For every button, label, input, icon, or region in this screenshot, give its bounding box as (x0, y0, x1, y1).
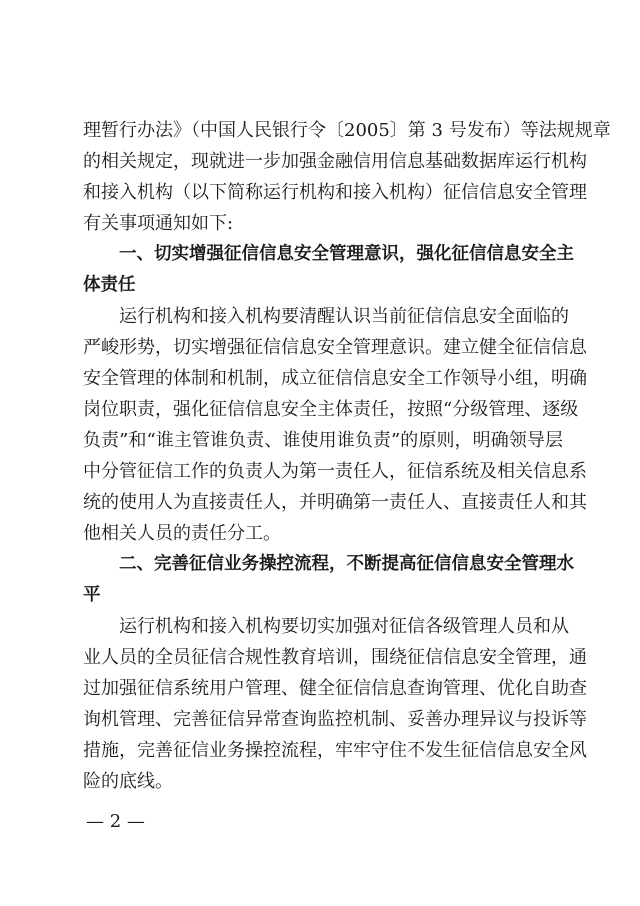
text-line: 险的底线。 (83, 771, 173, 792)
page-number: — 2 — (86, 811, 145, 832)
section-heading-1 (83, 239, 574, 301)
heading-line: 体责任 (83, 275, 136, 295)
text-line: 询机管理、完善征信异常查询监控机制、妥善办理异议与投诉等 (83, 709, 587, 730)
text-line: 措施，完善征信业务操控流程，牢牢守住不发生征信信息安全风 (83, 740, 587, 761)
text-line: 负责”和“谁主管谁负责、谁使用谁负责”的原则，明确领导层 (83, 430, 563, 451)
section-paragraph-2 (83, 611, 587, 797)
text-line: 的相关规定，现就进一步加强金融信用信息基础数据库运行机构 (83, 151, 587, 172)
text-line: 有关事项通知如下: (83, 213, 234, 234)
text-line: 运行机构和接入机构要切实加强对征信各级管理人员和从 (119, 616, 569, 637)
intro-paragraph (83, 115, 611, 239)
text-line: 统的使用人为直接责任人，并明确第一责任人、直接责任人和其 (83, 492, 587, 513)
text-line: 中分管征信工作的负责人为第一责任人，征信系统及相关信息系 (83, 461, 587, 482)
text-line: 严峻形势，切实增强征信信息安全管理意识。建立健全征信信息 (83, 337, 587, 358)
text-line: 过加强征信系统用户管理、健全征信信息查询管理、优化自助查 (83, 678, 587, 699)
section-heading-2 (83, 549, 574, 611)
text-line: 安全管理的体制和机制，成立征信信息安全工作领导小组，明确 (83, 368, 587, 389)
text-line: 和接入机构（以下简称运行机构和接入机构）征信信息安全管理 (83, 182, 587, 203)
heading-line: 平 (83, 585, 101, 605)
text-line: 业人员的全员征信合规性教育培训，围绕征信信息安全管理，通 (83, 647, 587, 668)
section-paragraph-1 (83, 301, 587, 549)
text-line: 理暂行办法》（中国人民银行令〔2005〕第 3 号发布）等法规规章 (83, 120, 611, 141)
heading-line: 一、切实增强征信信息安全管理意识，强化征信信息安全主 (119, 244, 574, 264)
text-line: 运行机构和接入机构要清醒认识当前征信信息安全面临的 (119, 306, 569, 327)
text-line: 岗位职责，强化征信信息安全主体责任，按照“分级管理、逐级 (83, 399, 579, 420)
heading-line: 二、完善征信业务操控流程，不断提高征信信息安全管理水 (119, 554, 574, 574)
document-body (83, 115, 611, 797)
text-line: 他相关人员的责任分工。 (83, 523, 281, 544)
